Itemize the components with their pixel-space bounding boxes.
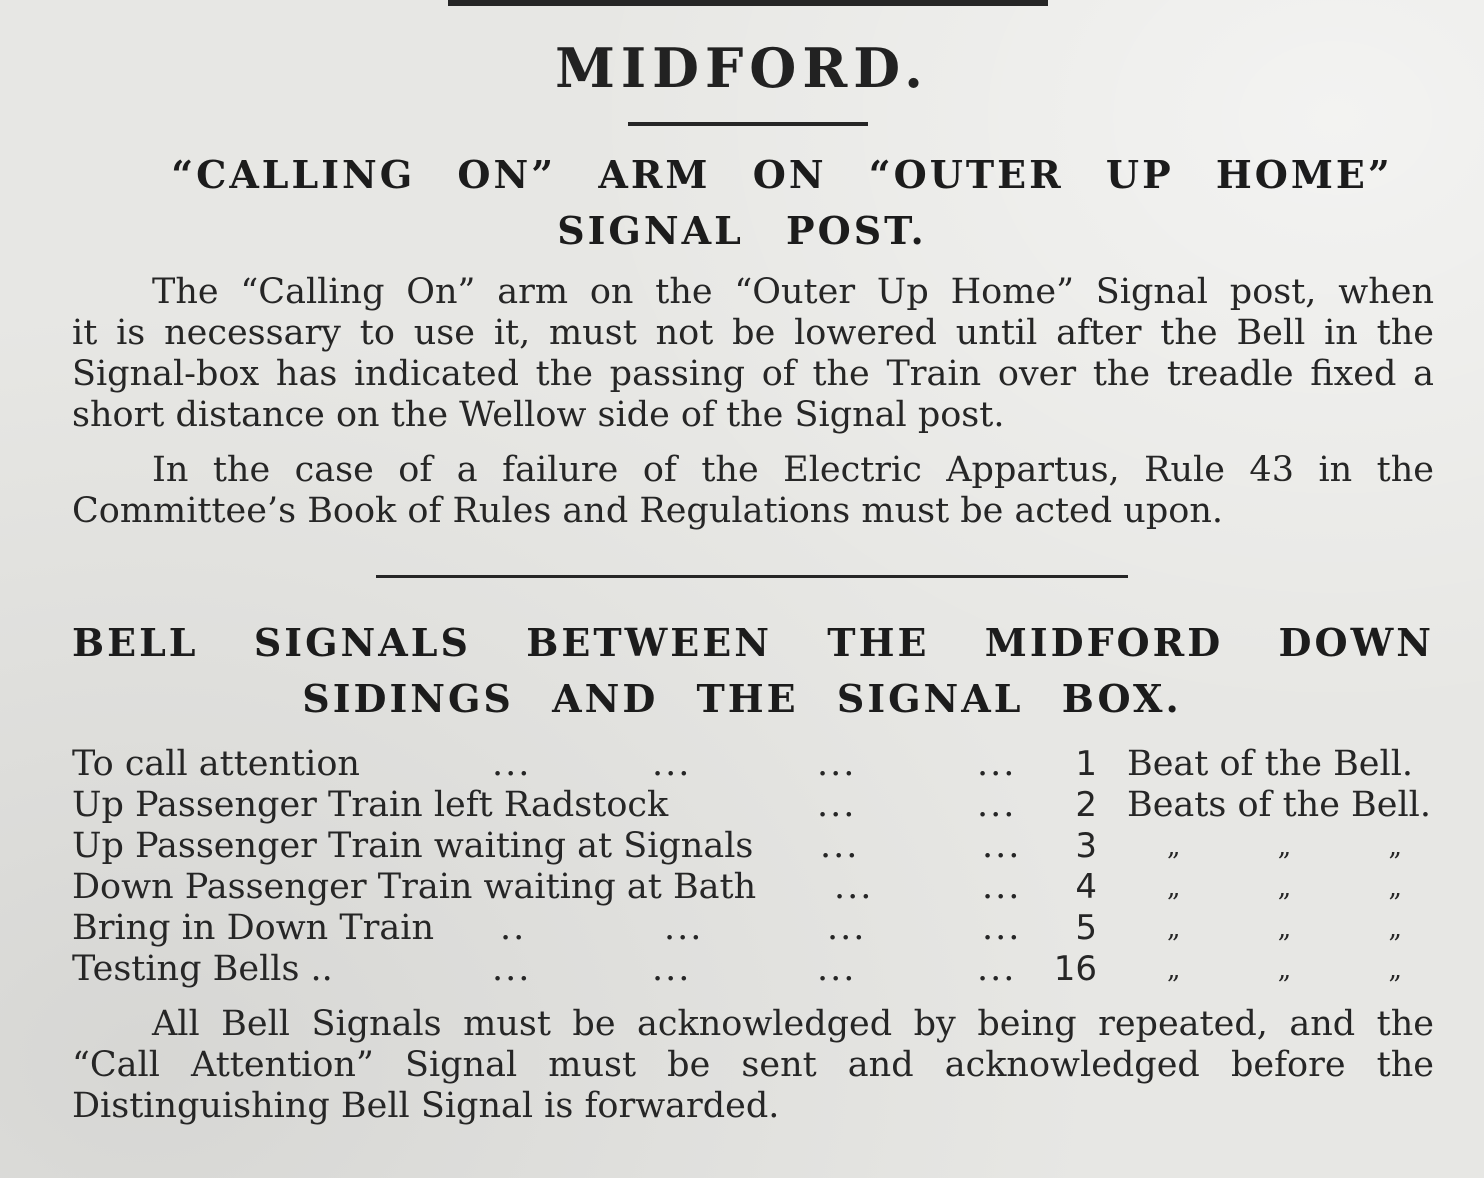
signal-label: Testing Bells .. — [72, 949, 333, 989]
leader-dot: ... — [652, 744, 692, 784]
leader-dot: ... — [492, 949, 532, 989]
paragraph-line: short distance on the Wellow side of the Signal post. — [72, 395, 1005, 435]
ditto-mark: „ — [1388, 914, 1402, 944]
leader-dot: ... — [817, 949, 857, 989]
ditto-mark: „ — [1167, 873, 1181, 903]
paragraph-line: The “Calling On” arm on the “Outer Up Home” Signal post, when — [152, 272, 1434, 312]
table-row — [72, 785, 1452, 826]
leader-dot: ... — [977, 785, 1017, 825]
ditto-marks — [1167, 955, 1402, 985]
table-row — [72, 867, 1452, 908]
leader-dot: ... — [492, 744, 532, 784]
section2-heading-line2: SIDINGS AND THE SIGNAL BOX. — [302, 676, 1182, 721]
ditto-marks — [1167, 873, 1402, 903]
leader-dot: ... — [982, 826, 1022, 866]
paragraph-line: “Call Attention” Signal must be sent and acknowledged before the — [72, 1045, 1434, 1085]
ditto-marks — [1167, 914, 1402, 944]
leader-dot: ... — [982, 908, 1022, 948]
beat-count: 16 — [1053, 949, 1097, 989]
signal-label: Up Passenger Train waiting at Signals — [72, 826, 754, 866]
signal-label: Bring in Down Train — [72, 908, 435, 948]
paragraph-line: In the case of a failure of the Electric Appartus, Rule 43 in the — [152, 450, 1434, 490]
leader-dot: ... — [827, 908, 867, 948]
signal-label: To call attention — [72, 744, 360, 784]
ditto-mark: „ — [1388, 832, 1402, 862]
ditto-mark: „ — [1277, 832, 1292, 862]
paragraph-line: Distinguishing Bell Signal is forwarded. — [72, 1086, 780, 1126]
leader-dot: ... — [834, 867, 874, 907]
ditto-mark: „ — [1388, 955, 1402, 985]
leader-dot: ... — [652, 949, 692, 989]
ditto-marks — [1167, 832, 1402, 862]
ditto-mark: „ — [1277, 914, 1292, 944]
ditto-mark: „ — [1167, 832, 1181, 862]
ditto-mark: „ — [1167, 914, 1181, 944]
leader-dot: ... — [982, 867, 1022, 907]
signal-label: Up Passenger Train left Radstock — [72, 785, 669, 825]
ditto-mark: „ — [1167, 955, 1181, 985]
leader-dot: ... — [817, 785, 857, 825]
paragraph-line: All Bell Signals must be acknowledged by being repeated, and the — [152, 1004, 1434, 1044]
beat-count: 4 — [1075, 867, 1097, 907]
section2-heading-line1: BELL SIGNALS BETWEEN THE MIDFORD DOWN — [72, 620, 1434, 665]
leader-dot: ... — [977, 949, 1017, 989]
section1-heading-line1: “CALLING ON” ARM ON “OUTER UP HOME” — [171, 152, 1393, 197]
section1-heading-line2: SIGNAL POST. — [557, 208, 927, 253]
ditto-mark: „ — [1277, 955, 1292, 985]
top-rule — [448, 0, 1048, 6]
leader-dot: ... — [817, 744, 857, 784]
paragraph-line: it is necessary to use it, must not be lowered until after the Bell in the — [72, 313, 1434, 353]
section2-paragraph — [72, 1004, 1434, 1127]
section-divider — [376, 575, 1128, 578]
paragraph-line: Committee’s Book of Rules and Regulations must be acted upon. — [72, 491, 1223, 531]
ditto-mark: „ — [1388, 873, 1402, 903]
title-underline — [628, 122, 868, 126]
leader-dot: ... — [664, 908, 704, 948]
section1-paragraph1 — [72, 272, 1434, 436]
beat-count: 1 — [1075, 744, 1097, 784]
beat-count: 2 — [1075, 785, 1097, 825]
table-row — [72, 908, 1452, 949]
paragraph-line: Signal-box has indicated the passing of the Train over the treadle fixed a — [72, 354, 1434, 394]
page-title: MIDFORD. — [555, 36, 929, 100]
leader-dot: ... — [977, 744, 1017, 784]
beat-count: 5 — [1075, 908, 1097, 948]
ditto-mark: „ — [1277, 873, 1292, 903]
table-row — [72, 826, 1452, 867]
beat-count: 3 — [1075, 826, 1097, 866]
beat-description: Beats of the Bell. — [1127, 785, 1431, 825]
leader-dot: .. — [500, 908, 527, 948]
section1-paragraph2 — [72, 450, 1434, 532]
signal-label: Down Passenger Train waiting at Bath — [72, 867, 757, 907]
leader-dot: ... — [820, 826, 860, 866]
bell-signals-table — [72, 744, 1452, 990]
beat-description: Beat of the Bell. — [1127, 744, 1414, 784]
table-row — [72, 744, 1452, 785]
table-row — [72, 949, 1452, 990]
